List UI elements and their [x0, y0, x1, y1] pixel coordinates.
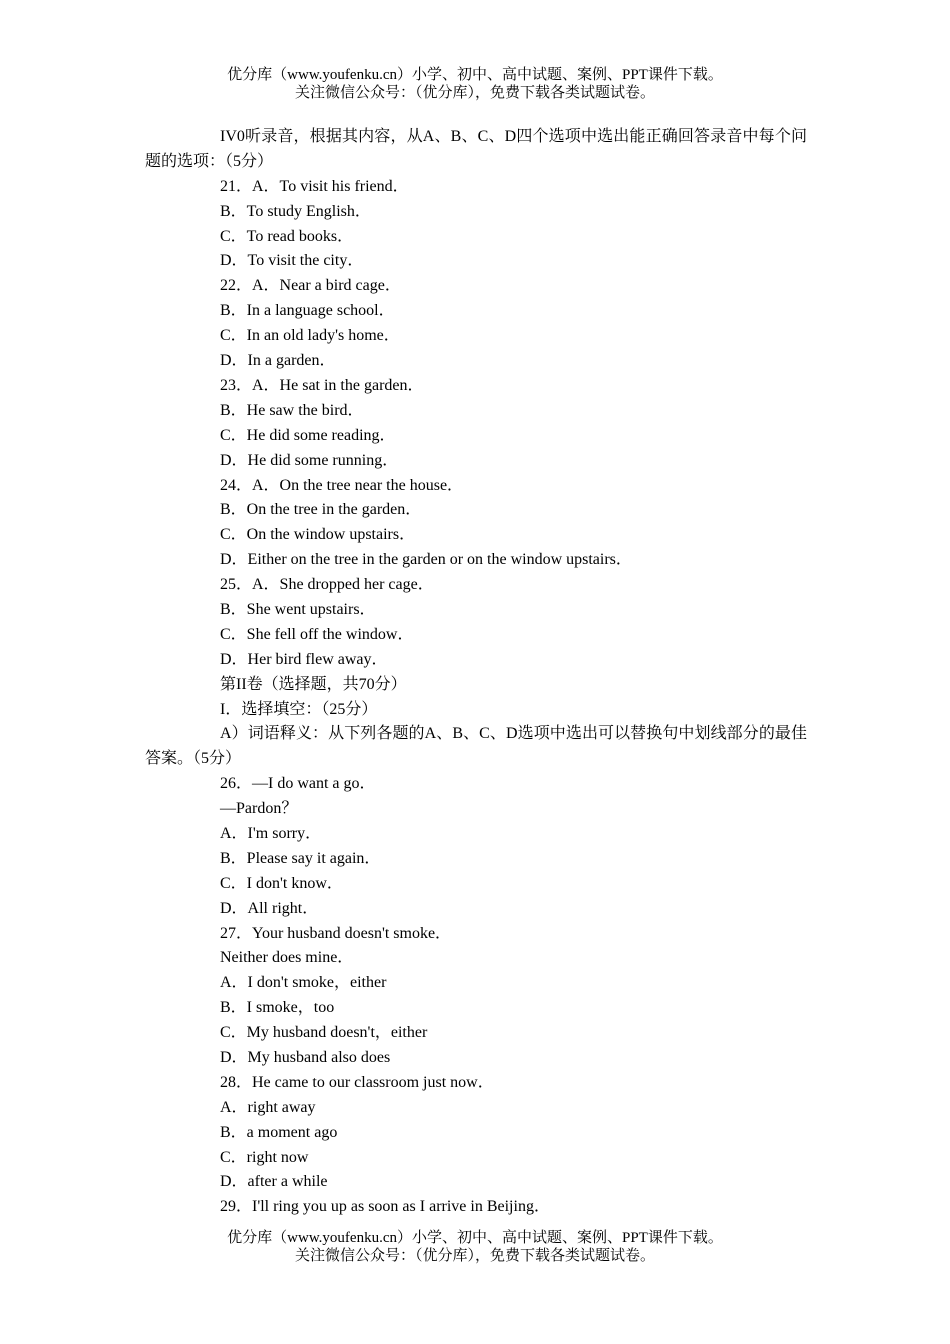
question-line: C．To read books．: [220, 227, 354, 245]
question-line: D．My husband also does: [220, 1049, 391, 1067]
page-footer: [0, 1229, 950, 1265]
question-line: D．after a while: [220, 1173, 328, 1191]
question-line: 29．I'll ring you up as soon as I arrive in Beijing．: [220, 1198, 550, 1216]
question-line: C．I don't know．: [220, 874, 343, 892]
question-line: 24．A．On the tree near the house．: [220, 476, 464, 494]
question-line: 21．A．To visit his friend．: [220, 177, 409, 195]
question-line: B．He saw the bird．: [220, 401, 364, 419]
question-line: B．In a language school．: [220, 302, 395, 320]
footer-line-2: 关注微信公众号：（优分库），免费下载各类试题试卷。: [294, 1248, 655, 1264]
question-line: C．My husband doesn't，either: [220, 1024, 428, 1042]
question-line: B．Please say it again．: [220, 849, 381, 867]
question-line: B．She went upstairs．: [220, 600, 376, 618]
vocabulary-questions: [145, 772, 807, 1220]
question-line: I．选择填空：（25分）: [220, 700, 378, 718]
question-line: D．He did some running．: [220, 451, 399, 469]
section-iv-instruction: IV0听录音，根据其内容，从A、B、C、D四个选项中选出能正确回答录音中每个问题的选项：（5分）: [145, 128, 807, 170]
question-line: 28．He came to our classroom just now．: [220, 1073, 494, 1091]
question-line: 22．A．Near a bird cage．: [220, 277, 401, 295]
question-line: D．Her bird flew away．: [220, 650, 388, 668]
header-line-2: 关注微信公众号：（优分库），免费下载各类试题试卷。: [294, 85, 655, 101]
question-line: C．In an old lady's home．: [220, 327, 400, 345]
question-line: 23．A．He sat in the garden．: [220, 376, 424, 394]
question-line: 第II卷（选择题，共70分）: [220, 675, 407, 693]
header-line-1: 优分库（www.youfenku.cn）小学、初中、高中试题、案例、PPT课件下载。: [227, 67, 723, 83]
exam-content: [145, 125, 807, 1220]
question-line: C．He did some reading．: [220, 426, 396, 444]
question-line: B．On the tree in the garden．: [220, 501, 422, 519]
footer-line-1: 优分库（www.youfenku.cn）小学、初中、高中试题、案例、PPT课件下载。: [227, 1230, 723, 1246]
question-line: D．Either on the tree in the garden or on the window upstairs．: [220, 551, 632, 569]
question-line: C．right now: [220, 1148, 309, 1166]
question-line: C．She fell off the window．: [220, 625, 414, 643]
question-line: A．I don't smoke，either: [220, 974, 387, 992]
question-line: B．a moment ago: [220, 1123, 338, 1141]
question-line: 27．Your husband doesn't smoke．: [220, 924, 452, 942]
question-line: —Pardon？: [220, 800, 298, 818]
question-line: 25．A．She dropped her cage．: [220, 576, 434, 594]
part-a-instruction: A）词语释义：从下列各题的A、B、C、D选项中选出可以替换句中划线部分的最佳答案。（5分）: [145, 725, 807, 768]
question-line: D．In a garden．: [220, 352, 336, 370]
question-line: D．All right．: [220, 899, 319, 917]
page-header: [0, 66, 950, 102]
question-line: Neither does mine．: [220, 949, 354, 967]
question-line: B．To study English．: [220, 202, 371, 220]
question-line: C．On the window upstairs．: [220, 526, 416, 544]
question-line: A．right away: [220, 1098, 316, 1116]
question-line: B．I smoke，too: [220, 999, 335, 1017]
question-line: A．I'm sorry．: [220, 825, 322, 842]
question-line: D．To visit the city．: [220, 252, 364, 270]
listening-questions: [145, 175, 807, 723]
question-line: 26．—I do want a go．: [220, 775, 376, 793]
